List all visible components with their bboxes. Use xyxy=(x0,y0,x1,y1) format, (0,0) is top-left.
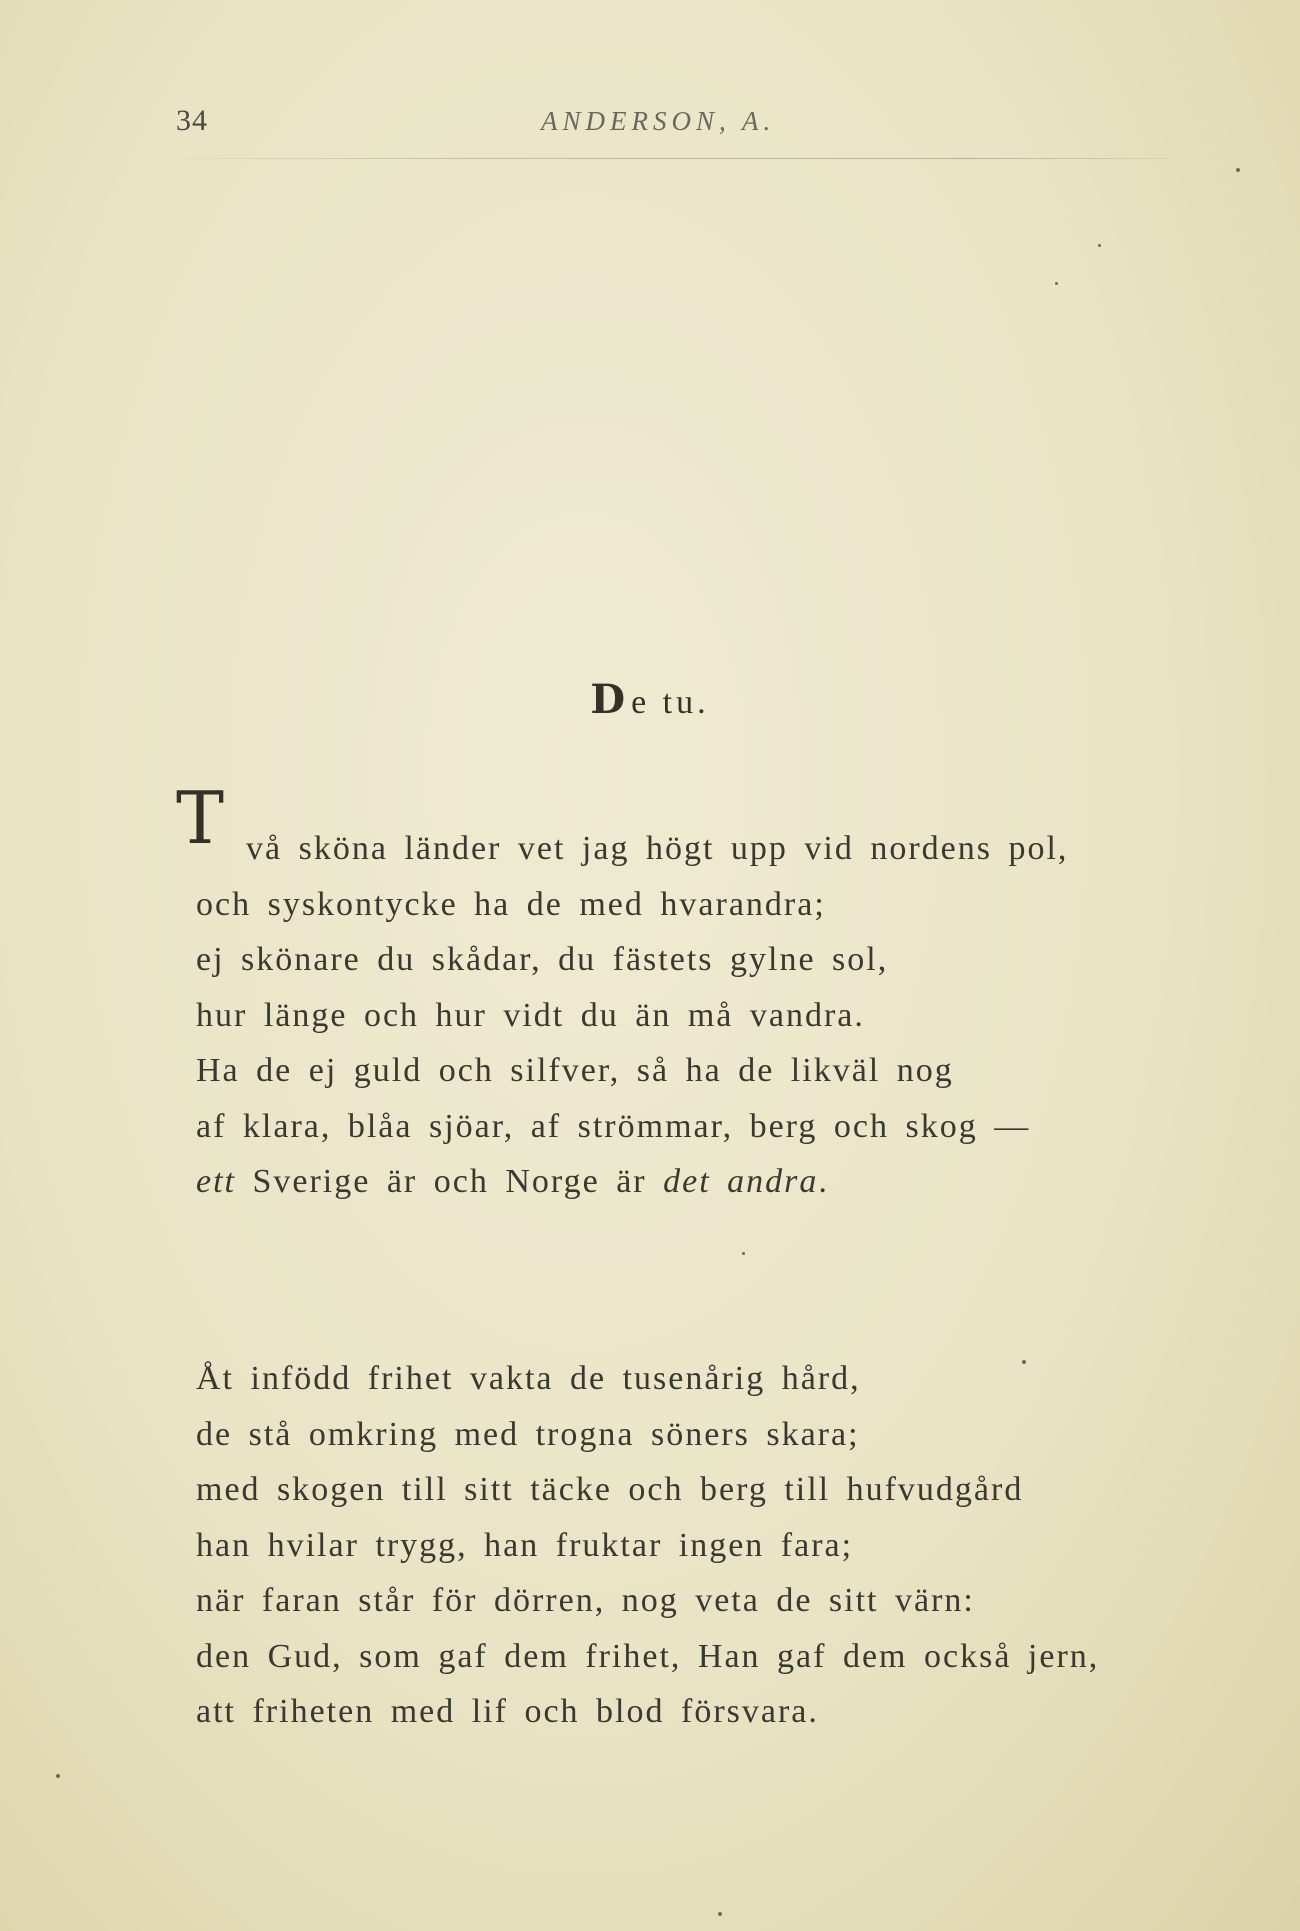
stanza-2-line-4: han hvilar trygg, han fruktar ingen fara; xyxy=(196,1526,854,1564)
stanza-2-line-1: Åt infödd frihet vakta de tusenårig hård, xyxy=(196,1360,861,1397)
title-text: e tu. xyxy=(631,684,710,721)
stanza-1-line-1 xyxy=(176,776,1196,886)
stanza-1-line-2: och syskontycke ha de med hvarandra; xyxy=(196,885,826,923)
page-number: 34 xyxy=(176,104,208,137)
paper-speck xyxy=(718,1912,722,1916)
stanza-1-line-4: hur länge och hur vidt du än må vandra. xyxy=(196,996,865,1034)
paper-speck xyxy=(1022,1360,1026,1364)
paper-speck xyxy=(1055,282,1058,285)
paper-speck xyxy=(1236,168,1240,172)
stanza-2-line-5: när faran står för dörren, nog veta de sitt värn: xyxy=(196,1582,975,1619)
line-text: . xyxy=(818,1163,829,1200)
paper-speck xyxy=(1098,244,1101,247)
poem-title xyxy=(0,676,1300,723)
stanza-2-line-6: den Gud, som gaf dem frihet, Han gaf dem också jern, xyxy=(196,1637,1100,1675)
stanza-2 xyxy=(196,1360,1196,1749)
line-text: vå sköna länder vet jag högt upp vid nordens pol, xyxy=(246,830,1069,867)
paper-speck xyxy=(742,1252,745,1255)
italic-word: ett xyxy=(196,1163,236,1200)
title-initial: D xyxy=(590,676,630,723)
stanza-1-line-5: Ha de ej guld och silfver, så ha de likväl nog xyxy=(196,1052,954,1089)
stanza-2-line-7: att friheten med lif och blod försvara. xyxy=(196,1693,819,1730)
paper-speck xyxy=(56,1774,60,1778)
running-head: ANDERSON, A. xyxy=(541,106,776,136)
stanza-2-line-2: de stå omkring med trogna söners skara; xyxy=(196,1415,860,1453)
page-header xyxy=(176,104,1166,144)
drop-cap: T xyxy=(176,776,227,860)
stanza-1-line-7 xyxy=(196,1163,1196,1219)
italic-phrase: det andra xyxy=(663,1163,819,1200)
stanza-1 xyxy=(176,776,1196,1219)
line-text: Sverige är och Norge är xyxy=(235,1163,664,1200)
stanza-2-line-3: med skogen till sitt täcke och berg till hufvudgård xyxy=(196,1471,1024,1508)
header-rule xyxy=(178,158,1168,159)
stanza-1-line-6: af klara, blåa sjöar, af strömmar, berg och skog — xyxy=(196,1107,1031,1145)
stanza-1-line-3: ej skönare du skådar, du fästets gylne sol, xyxy=(196,941,889,978)
